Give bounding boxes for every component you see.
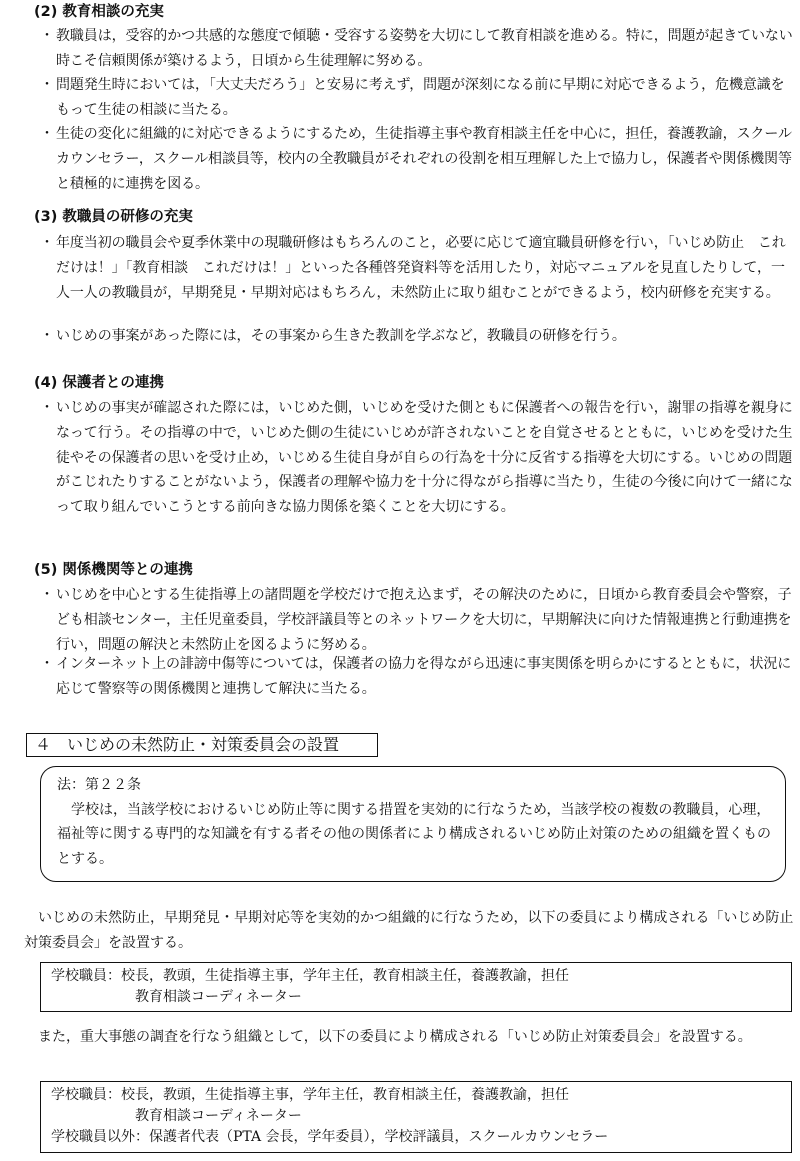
member-value: 教育相談コーディネーター — [135, 1108, 302, 1124]
member-row — [51, 966, 781, 987]
bullet-item: ・ 問題発生時においては，「大丈夫だろう」と安易に考えず，問題が深刻になる前に早期に対応できるよう，危機意識をもって生徒の相談に当たる。 — [42, 73, 794, 123]
law-article-body: 学校は，当該学校におけるいじめ防止等に関する措置を実効的に行なうため，当該学校の複数の教職員，心理，福祉等に関する専門的な知識を有する者その他の関係者により構成されるいじめ防止対策のための組織を置くものとする。 — [57, 801, 771, 867]
section-heading-agency-cooperation: (5) 関係機関等との連携 — [34, 562, 193, 578]
bullet-item: ・ いじめの事実が確認された際には，いじめた側，いじめを受けた側ともに保護者への報告を行い，謝罪の指導を親身になって行う。その指導の中で，いじめた側の生徒にいじめが許されないことを自覚させるとともに，いじめを受けた生徒やその保護者の思いを受け止め，いじめる生徒自身が自らの行為を十分に反省する指導を大切にする。いじめの問題がこじれたりすることがないよう，保護者の理解や協力を十分に得ながら指導に当たり，生徒の今後に向けて一緒になって取り組んでいこうとする前向きな協力関係を築くことを大切にする。 — [42, 396, 794, 520]
member-row — [51, 1127, 781, 1148]
member-label: 学校職員： — [51, 968, 121, 984]
member-value: 保護者代表（PTA 会長，学年委員），学校評議員，スクールカウンセラー — [149, 1129, 609, 1145]
bullet-item: ・ 生徒の変化に組織的に対応できるようにするため，生徒指導主事や教育相談主任を中心に，担任，養護教諭，スクールカウンセラー，スクール相談員等，校内の全教職員がそれぞれの役割を相互理解した上で協力し，保護者や関係機関等と積極的に連携を図る。 — [42, 122, 794, 196]
bullet-item: ・ インターネット上の誹謗中傷等については，保護者の協力を得ながら迅速に事実関係を明らかにするとともに，状況に応じて警察等の関係機関と連携して解決に当たる。 — [42, 652, 794, 702]
committee-members-box — [40, 962, 792, 1012]
bullet-item: ・ いじめを中心とする生徒指導上の諸問題を学校だけで抱え込まず，その解決のために，日頃から教育委員会や警察，子ども相談センター，主任児童委員，学校評議員等とのネットワークを大切に，早期解決に向けた情報連携と行動連携を行い，問題の解決と未然防止を図るように努める。 — [42, 583, 794, 657]
member-value: 校長，教頭，生徒指導主事，学年主任，教育相談主任，養護教諭，担任 — [121, 1087, 569, 1103]
bullet-item: ・ 年度当初の職員会や夏季休業中の現職研修はもちろんのこと，必要に応じて適宜職員研修を行い，「いじめ防止 これだけは！」「教育相談 これだけは！」といった各種啓発資料等を活用したり，対応マニュアルを見直したりして，一人一人の教職員が，早期発見・早期対応はもちろん，未然防止に取り組むことができるよう，校内研修を充実する。 — [42, 231, 794, 305]
section-heading-staff-training: (3) 教職員の研修の充実 — [34, 209, 193, 225]
section4-title: ４ いじめの未然防止・対策委員会の設置 — [26, 733, 378, 757]
serious-incident-paragraph: また，重大事態の調査を行なう組織として，以下の委員により構成される「いじめ防止対策委員会」を設置する。 — [38, 1029, 752, 1045]
section-heading-education-counseling: (2) 教育相談の充実 — [34, 4, 164, 20]
serious-incident-members-box — [40, 1081, 792, 1153]
section-heading-guardian-cooperation: (4) 保護者との連携 — [34, 375, 164, 391]
member-value: 校長，教頭，生徒指導主事，学年主任，教育相談主任，養護教諭，担任 — [121, 968, 569, 984]
member-row — [51, 987, 781, 1008]
bullet-item: ・ 教職員は，受容的かつ共感的な態度で傾聴・受容する姿勢を大切にして教育相談を進める。特に，問題が起きていない時こそ信頼関係が築けるよう，日頃から生徒理解に努める。 — [42, 24, 794, 74]
law-article-title: 法：第２２条 — [57, 777, 141, 793]
member-label: 学校職員以外： — [51, 1129, 149, 1145]
member-row — [51, 1085, 781, 1106]
law-article-box — [40, 766, 786, 882]
member-label: 学校職員： — [51, 1087, 121, 1103]
bullet-item: ・ いじめの事案があった際には，その事案から生きた教訓を学ぶなど，教職員の研修を行う。 — [42, 324, 794, 349]
member-value: 教育相談コーディネーター — [135, 989, 302, 1005]
committee-paragraph: いじめの未然防止，早期発見・早期対応等を実効的かつ組織的に行なうため，以下の委員により構成される「いじめ防止対策委員会」を設置する。 — [24, 910, 794, 951]
member-row — [51, 1106, 781, 1127]
